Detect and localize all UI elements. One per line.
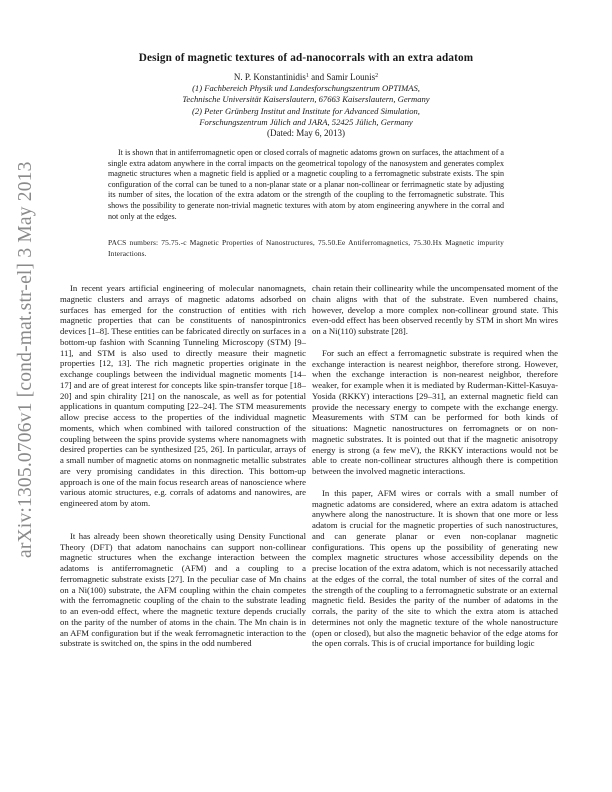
paper-title: Design of magnetic textures of ad-nanocorrals with an extra adatom (138, 52, 474, 64)
body-paragraph: chain retain their collinearity while the uncompensated moment of the chain aligns with that of the substrate. Even numbered chains, however, develop a more complex non-collinear ground state. This even-odd effect has been observed recently by STM in short Mn wires on a Ni(110) substrate [28]. (312, 283, 558, 336)
author-list (0, 71, 612, 83)
body-paragraph: In recent years artificial engineering of molecular nanomagnets, magnetic clusters and arrays of magnetic adatoms adsorbed on surfaces has emerged for the construction of entities with rich magnetic properties that can be constituents of nanospintronics devices [1–8]. These entities can be fabricated directly on surfaces in a bottom-up fashion with Scanning Tunneling Microscopy (STM) [9–11], and STM is also used to directly measure their magnetic properties [12, 13]. The rich magnetic properties originate in the exchange couplings between the individual magnetic moments [14–17] and are of great interest for concepts like spin-transfer torque [18–20] and spin chirality [21] on the nanoscale, as well as for potential applications in quantum computing [22–24]. The STM measurements allow precise access to the properties of the individual magnetic moments, which when combined with tailored construction of the coupling between the spins provide systems where nanomagnets with desired properties can be synthesized [25, 26]. In particular, arrays of a small number of magnetic atoms on nonmagnetic metallic substrates are very promising candidates in this direction. This bottom-up approach is one of the main focus research areas of nanoscience where various atomic structures, e.g. corrals of adatoms and nanowires, are engineered atom by atom. (60, 283, 306, 508)
body-paragraph: For such an effect a ferromagnetic substrate is required when the exchange interaction is nearest neighbor, therefore strong. However, when the exchange interaction is non-nearest neighbor, therefore weaker, for example when it is mediated by Ruderman-Kittel-Kasuya-Yosida (RKKY) interactions [29–31], an external magnetic field can provide the necessary energy to compete with the exchange energy. Measurements with STM can be performed for both kinds of situations: Magnetic nanostructures on ferromagnets or on non-magnetic substrates. It is pointed out that if the magnetic anisotropy energy is strong (a few meV), the RKKY interactions would not be able to create non-collinear structures although there is competition between the involved magnetic interactions. (312, 347, 558, 476)
body-paragraph: It has already been shown theoretically using Density Functional Theory (DFT) that adatom nanochains can support non-collinear magnetic structures when the exchange interaction between the adatoms is antiferromagnetic (AFM) and a coupling to a ferromagnetic substrate exists [27]. In the peculiar case of Mn chains on a Ni(100) substrate, the AFM coupling within the chain competes with the ferromagnetic coupling of the chain to the substrate leading to an even-odd effect, where the magnetic texture depends crucially on the parity of the number of atoms in the chain. The Mn chain is in an AFM configuration but if the weak ferromagnetic interaction to the substrate is switched on, the spins in the odd numbered (60, 530, 306, 649)
author-name: N. P. Konstantinidis (233, 72, 306, 82)
author-name: Samir Lounis (326, 72, 376, 82)
affiliation-line: Forschungszentrum Jülich and JARA, 52425 Jülich, Germany (199, 116, 413, 127)
date-line: (Dated: May 6, 2013) (267, 128, 345, 139)
body-column-left (60, 283, 306, 649)
affiliation-marker: 1 (305, 73, 309, 79)
author-separator: and (308, 72, 327, 82)
affiliation-line: (2) Peter Grünberg Institut and Institute for Advanced Simulation, (192, 105, 420, 116)
body-column-right (312, 283, 558, 649)
affiliation-line: (1) Fachbereich Physik und Landesforschungszentrum OPTIMAS, (192, 83, 420, 94)
affiliation-line: Technische Universität Kaiserslautern, 67663 Kaiserslautern, Germany (182, 94, 430, 105)
affiliation-marker: 2 (375, 73, 379, 79)
abstract: It is shown that in antiferromagnetic open or closed corrals of magnetic adatoms grown on surfaces, the attachment of a single extra adatom anywhere in the corral impacts on the geometrical topology of the nanosystem and generates complex magnetic structures when a magnetic field is applied or a magnetic coupling to a ferromagnetic substrate exists. The spin configuration of the corral can be tuned to a non-planar state or a planar non-collinear or ferrimagnetic state by adjusting its number of sites, the location of the extra adatom or the strength of the coupling to the ferromagnetic substrate. This shows the possibility to generate non-trivial magnetic textures with atom by atom engineering anywhere in the corral and not only at the edges. (108, 148, 504, 221)
body-paragraph: In this paper, AFM wires or corrals with a small number of magnetic adatoms are considered, where an extra adatom is attached anywhere along the nanostructure. It is shown that one more or less adatom is crucial for the magnetic properties of such nanostructures, and can generate planar or even non-coplanar magnetic configurations. This opens up the possibility of generating new complex magnetic structures whose accessibility depends on the precise location of the extra adatom, which is not necessarily attached at the edges of the corral, the total number of sites of the corral and the strength of the coupling to a ferromagnetic substrate or an external magnetic field. Besides the parity of the number of adatoms in the corrals, the parity of the site to which the extra atom is attached determines not only the magnetic texture of the whole nanostructure (open or closed), but also the magnetic behavior of the edge atoms for the open corrals. This is of crucial importance for building logic (312, 487, 558, 649)
pacs-numbers: PACS numbers: 75.75.-c Magnetic Properties of Nanostructures, 75.50.Ee Antiferromagnetics, 75.30.Hx Magnetic impurity Interactions. (108, 238, 504, 258)
arxiv-identifier-stamp: arXiv:1305.0706v1 [cond-mat.str-el] 3 May 2013 (15, 161, 36, 558)
author-block (0, 71, 612, 139)
